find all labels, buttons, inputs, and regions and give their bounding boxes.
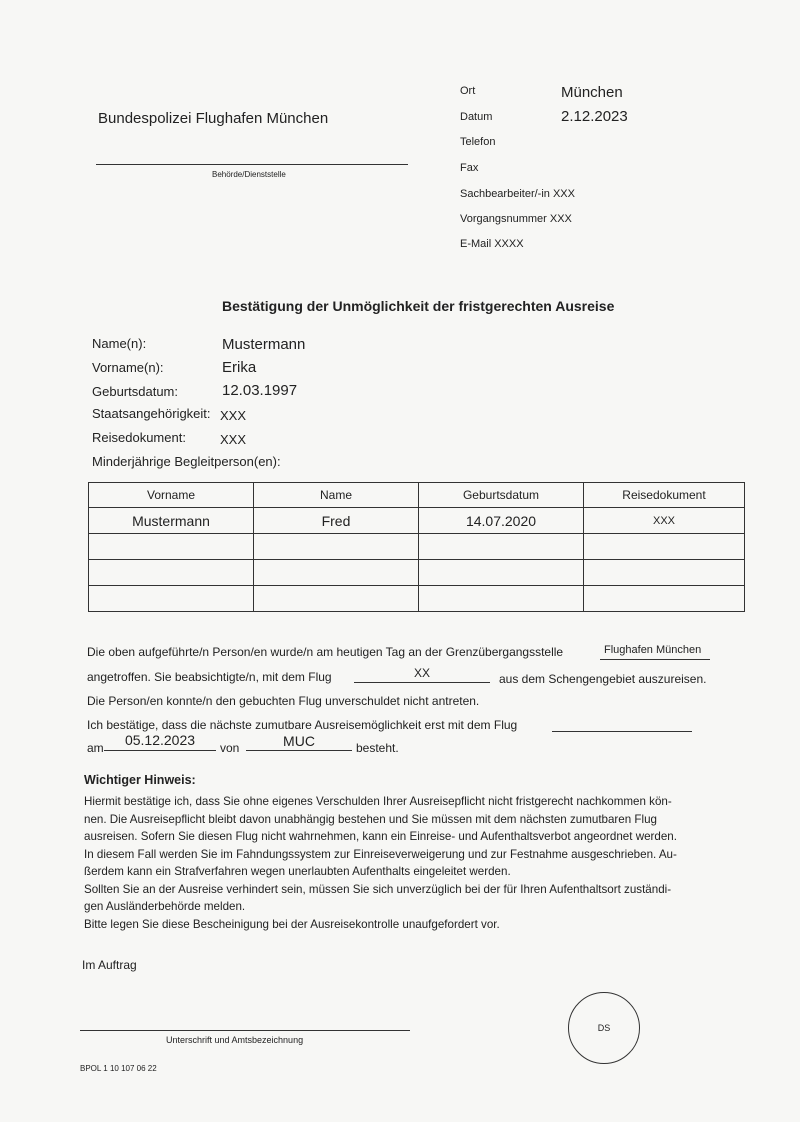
- col-header-geburtsdatum: Geburtsdatum: [419, 483, 584, 508]
- sachbearbeiter: Sachbearbeiter/-in XXX: [460, 188, 575, 200]
- vorname-value: Erika: [222, 359, 257, 376]
- statement-line2b: aus dem Schengengebiet auszureisen.: [499, 672, 707, 686]
- authority-name: Bundespolizei Flughafen München: [98, 110, 329, 127]
- besteht-text: besteht.: [356, 741, 399, 755]
- col-header-vorname: Vorname: [89, 483, 254, 508]
- reisedok-label: Reisedokument:: [92, 430, 186, 445]
- geburtsdatum-value: 12.03.1997: [222, 382, 298, 399]
- authority-underline: [96, 164, 408, 165]
- table-row: [89, 508, 745, 534]
- datum-value: 2.12.2023: [561, 108, 628, 125]
- table-cell: [89, 586, 254, 612]
- table-cell: [584, 560, 745, 586]
- notice-heading: Wichtiger Hinweis:: [84, 773, 196, 787]
- col-header-reisedokument: Reisedokument: [584, 483, 745, 508]
- stamp-label: DS: [597, 1023, 611, 1033]
- notice-line: gen Ausländerbehörde melden.: [84, 900, 246, 913]
- table-cell: [419, 534, 584, 560]
- signature-line: [80, 1030, 410, 1031]
- statement-line2a: angetroffen. Sie beabsichtigte/n, mit dem Flug: [87, 670, 332, 684]
- table-cell: [419, 560, 584, 586]
- staat-label: Staatsangehörigkeit:: [92, 406, 211, 421]
- table-cell: [419, 586, 584, 612]
- von-underline: [246, 750, 352, 751]
- staat-value: XXX: [220, 408, 247, 423]
- signature-caption: Unterschrift und Amtsbezeichnung: [166, 1035, 304, 1045]
- vorgangsnummer: Vorgangsnummer XXX: [460, 213, 572, 225]
- table-cell: [584, 534, 745, 560]
- table-row: [89, 534, 745, 560]
- notice-line: ßerdem kann ein Strafverfahren wegen unerlaubten Aufenthalts eingeleitet werden.: [84, 865, 511, 878]
- authority-caption: Behörde/Dienststelle: [212, 170, 286, 179]
- im-auftrag: Im Auftrag: [82, 958, 137, 972]
- ort-label: Ort: [460, 85, 476, 97]
- col-header-name: Name: [254, 483, 419, 508]
- ort-value: München: [561, 84, 623, 101]
- notice-line: ausreisen. Sofern Sie diesen Flug nicht wahrnehmen, kann ein Einreise- und Aufenthaltsverbot angeordnet werden.: [84, 830, 677, 843]
- table-cell: XXX: [584, 508, 745, 534]
- am-label: am: [87, 741, 104, 755]
- am-value: 05.12.2023: [124, 732, 196, 748]
- statement-line1: Die oben aufgeführte/n Person/en wurde/n am heutigen Tag an der Grenzübergangsstelle: [87, 645, 564, 659]
- table-row: [89, 560, 745, 586]
- form-code: BPOL 1 10 107 06 22: [80, 1064, 157, 1073]
- table-row: [89, 586, 745, 612]
- statement-line4: Ich bestätige, dass die nächste zumutbare Ausreisemöglichkeit erst mit dem Flug: [87, 718, 518, 732]
- table-cell: [89, 560, 254, 586]
- name-label: Name(n):: [92, 336, 147, 351]
- notice-line: Hiermit bestätige ich, dass Sie ohne eigenes Verschulden Ihrer Ausreisepflicht nicht fristgerecht nachkommen kön-: [84, 795, 672, 808]
- notice-body: [84, 793, 744, 933]
- von-value: MUC: [283, 733, 315, 749]
- datum-label: Datum: [460, 111, 493, 123]
- grenzstelle-value: Flughafen München: [604, 644, 702, 656]
- email: E-Mail XXXX: [460, 238, 524, 250]
- table-header-row: [89, 483, 745, 508]
- table-cell: [254, 586, 419, 612]
- grenzstelle-underline: [600, 659, 710, 660]
- notice-line: Sollten Sie an der Ausreise verhindert sein, müssen Sie sich unverzüglich bei der für Ihren Aufenthaltsort zuständi-: [84, 882, 672, 896]
- vorname-label: Vorname(n):: [92, 360, 164, 375]
- von-label: von: [220, 741, 240, 755]
- reisedok-value: XXX: [220, 432, 247, 447]
- fax-label: Fax: [460, 162, 479, 174]
- flug-value: XX: [413, 666, 430, 680]
- notice-line: Bitte legen Sie diese Bescheinigung bei der Ausreisekontrolle unaufgefordert vor.: [84, 917, 500, 931]
- telefon-label: Telefon: [460, 136, 496, 148]
- flug-underline: [354, 682, 490, 683]
- name-value: Mustermann: [222, 336, 306, 353]
- table-cell: Fred: [254, 508, 419, 534]
- table-cell: Mustermann: [89, 508, 254, 534]
- table-cell: [254, 560, 419, 586]
- table-cell: 14.07.2020: [419, 508, 584, 534]
- table-cell: [254, 534, 419, 560]
- am-underline: [104, 750, 216, 751]
- notice-line: nen. Die Ausreisepflicht bleibt davon unabhängig bestehen und Sie müssen mit dem nächsten zumutbaren Flug: [84, 812, 657, 826]
- next-flight-underline: [552, 731, 692, 732]
- minors-table: [88, 482, 745, 612]
- notice-line: In diesem Fall werden Sie im Fahndungssystem zur Einreiseverweigerung und zur Festnahme ausgeschrieben. Au-: [84, 847, 677, 861]
- document-title: Bestätigung der Unmöglichkeit der fristgerechten Ausreise: [222, 298, 615, 314]
- geburtsdatum-label: Geburtsdatum:: [92, 384, 178, 399]
- begleit-label: Minderjährige Begleitperson(en):: [92, 454, 281, 469]
- table-cell: [89, 534, 254, 560]
- statement-line3: Die Person/en konnte/n den gebuchten Flug unverschuldet nicht antreten.: [87, 694, 480, 708]
- stamp-circle: [568, 992, 640, 1064]
- table-cell: [584, 586, 745, 612]
